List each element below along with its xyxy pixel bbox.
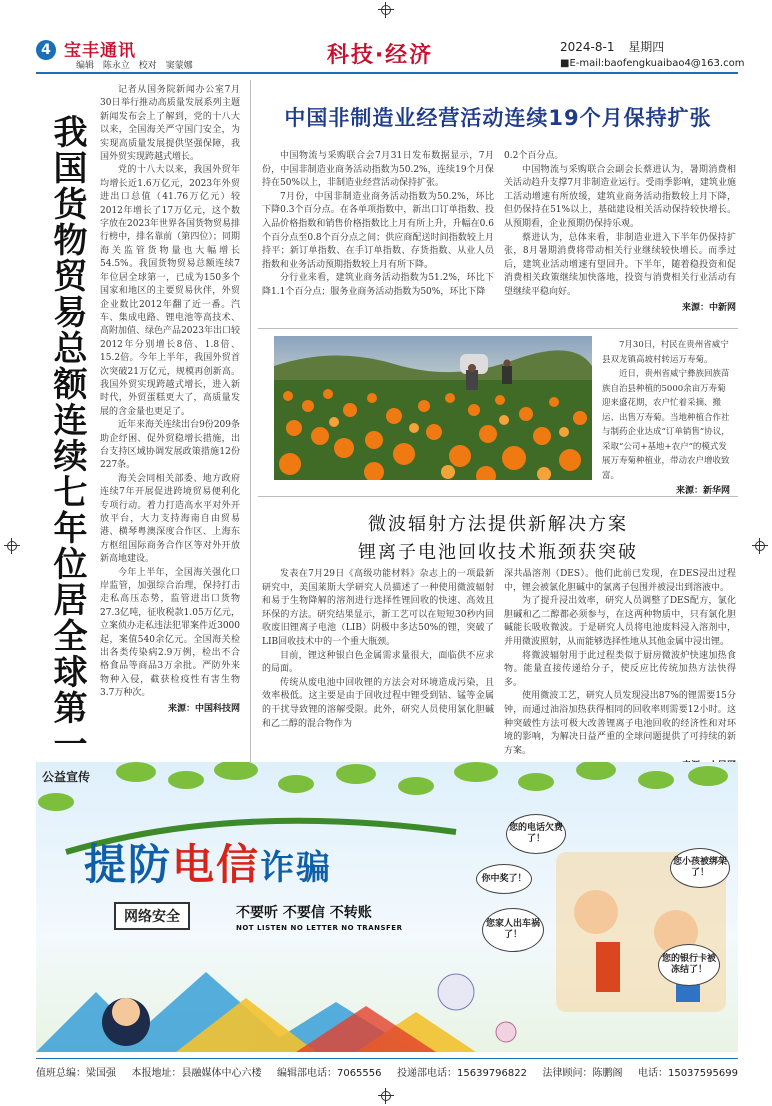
- bottom-article-title: 微波辐射方法提供新解决方案: [368, 514, 628, 535]
- article-source: 来源：中国科技网: [167, 703, 240, 714]
- paragraph: 中国物流与采购联合会副会长蔡进认为，暑期消费相关活动趋升支撑7月非制造业运行。受雨季影响，建筑业施工活动增速有所放缓，建筑业商务活动指数较上月下降，但仍保持在51%以上，基础建设相关活动保持较快增长。从预期看，企业预期仍保持乐观。: [504, 164, 736, 229]
- registration-mark: [378, 1088, 394, 1104]
- paragraph: 中国物流与采购联合会7月31日发布数据显示，7月份，中国非制造业商务活动指数为50.2%，连续19个月保持在50%以上，非制造业经营活动保持扩张。: [262, 151, 494, 189]
- footer-legal-advisor: 法律顾问：陈鹏阁: [542, 1068, 623, 1079]
- proofreader-label: 校对: [138, 61, 157, 71]
- footer-editor-in-charge: 值班总编：梁国强: [36, 1068, 116, 1079]
- paragraph: 分行业来看，建筑业商务活动指数为51.2%，环比下降1.1个百分点；服务业商务活动指数为50%，环比下降: [262, 273, 494, 297]
- date-value: 2024-8-1: [560, 40, 615, 54]
- issue-date: [560, 38, 664, 55]
- public-service-ad: [36, 762, 738, 1052]
- weekday: 星期四: [628, 40, 665, 54]
- marigold-field-photo: [274, 336, 592, 480]
- paragraph: 使用微波工艺，研究人员发现浸出87%的锂需要15分钟，而通过油浴加热获得相同的回收率则需要12小时。这种突破性方法可极大改善锂离子电池回收的经济性和对环境的影响，为解决日益严重的全球问题提供了可持续的新方案。: [504, 691, 736, 756]
- ad-title-prefix: 提防: [84, 840, 173, 889]
- contact-email: ■E-mail:baofengkuaibao4@163.com: [560, 58, 745, 69]
- left-article-headline: 我国货物贸易总额连续七年位居全球第一: [47, 114, 87, 762]
- speech-bubble: 您的银行卡被冻结了！: [658, 944, 720, 986]
- caption-paragraph: 近日，贵州省威宁彝族回族苗族自治县种植的5000余亩万寿菊迎来盛花期，农户忙着采摘、搬运、出售万寿菊。当地种植合作社与制药企业达成“订单销售”协议，采取“公司+基地+农户”的模式发展万寿菊种植业，带动农户增收致富。: [602, 369, 730, 481]
- bottom-article-subtitle: 锂离子电池回收技术瓶颈获突破: [358, 542, 638, 563]
- top-article-col2: [504, 150, 736, 313]
- article-source: 来源：中新网: [681, 302, 736, 313]
- section-divider: [258, 496, 738, 497]
- column-divider: [250, 80, 251, 768]
- speech-bubble: 您的电话欠费了！: [506, 814, 566, 854]
- photo-source: 来源：新华网: [675, 486, 730, 496]
- footer-address: 本报地址：县融媒体中心六楼: [131, 1068, 262, 1079]
- paragraph: 传统从废电池中回收锂的方法会对环境造成污染，且效率极低。这主要是由于回收过程中锂受到钴、锰等金属的干扰导致锂的溶解受限。此外，研究人员使用氯化胆碱和乙二醇的混合物作为: [262, 677, 494, 729]
- editor-name: 陈永立: [102, 61, 130, 71]
- network-safety-badge: 网络安全: [114, 902, 190, 930]
- paragraph: 党的十八大以来，我国外贸年均增长近1.6万亿元，2023年外贸进出口总值（41.76万亿元）较2012年增长了17万亿元，这个数字放在2023年世界各国货物贸易排行榜中，排名靠前（第四位）；同期海关监管货物量也大幅增长54.5%。我国货物贸易总额连续7年位居全球第一，已成为150多个国家和地区的主要贸易伙伴，外贸企业数比2012年翻了近一番。汽车、集成电路、锂电池等高技术、高附加值、绿色产品2023年出口较2012年分别增长8倍、1.8倍、15.2倍。今年上半年，我国外贸首次突破21万亿元，规模再创新高。我国外贸实现跨越式增长，进入新时代，外贸蛋糕更大了，高质量发展的含金量也更足了。: [100, 165, 240, 417]
- footer-info: [36, 1064, 738, 1079]
- paragraph: 7月份，中国非制造业商务活动指数为50.2%，环比下降0.3个百分点。在各单项指数中，新出口订单指数、投入品价格指数和销售价格指数比上月有所上升，升幅在0.6个百分点至0.8个百分点之间；供应商配送时间指数较上月持平；新订单指数、在手订单指数、存货指数、从业人员指数和业务活动预期指数较上月有所下降。: [262, 191, 494, 270]
- paragraph: 今年上半年，全国海关强化口岸监管，加强综合治理，保持打击走私高压态势，监管进出口货物27.3亿吨，征收税款1.05万亿元，立案侦办走私违法犯罪案件近3000起，案值540余亿元。全国海关检出各类传染病2.9万例，检出不合格食品等商品3万余批。严防外来物种入侵，截获检疫性有害生物3.7万种次。: [100, 567, 240, 699]
- header-rule: [36, 72, 738, 74]
- bottom-article-col1: [262, 568, 494, 731]
- paragraph: 发表在7月29日《高级功能材料》杂志上的一项最新研究中，美国莱斯大学研究人员描述了一种使用微波辐射和易于生物降解的溶剂进行选择性锂回收的快速、高效且环保的方法。研究结果显示，新工艺可以在短短30秒内回收废旧锂离子电池（LIB）阴极中多达50%的锂，突破了LIB回收技术中的一个重大瓶颈。: [262, 569, 494, 647]
- footer-phone: 电话：15037595699: [637, 1068, 738, 1079]
- paragraph: 将微波辐射用于此过程类似于厨房微波炉快速加热食物。能量直接传递给分子，使反应比传统加热方法快得多。: [504, 650, 736, 688]
- editor-label: 编辑: [76, 61, 95, 71]
- ad-title-suffix: 诈骗: [260, 848, 333, 888]
- paragraph: 深共晶溶剂（DES）。他们此前已发现，在DES浸出过程中，锂会被氯化胆碱中的氯离子包围并被浸出到溶液中。: [504, 569, 736, 593]
- paragraph: 目前，锂这种银白色金属需求量很大，面临供不应求的局面。: [262, 650, 494, 675]
- paragraph: 为了提升浸出效率，研究人员调整了DES配方，氯化胆碱和乙二醇都必须参与，在这两种物质中，只有氯化胆碱能长吸收微波。于是研究人员将电池废料浸入溶剂中，并用微波照射，从而能够选择性地从其他金属中浸出锂。: [504, 596, 736, 647]
- photo-caption: [602, 338, 730, 496]
- page-number: 4: [36, 40, 56, 60]
- speech-bubble: 你中奖了！: [476, 864, 532, 894]
- ad-label: 公益宣传: [42, 770, 91, 784]
- section-title: 科技·经济: [326, 43, 434, 68]
- footer-editorial-phone: 编辑部电话：7065556: [276, 1068, 382, 1079]
- footer-rule: [36, 1058, 738, 1059]
- section-divider: [258, 328, 738, 329]
- paragraph: 近年来海关连续出台9份209条助企纾困、促外贸稳增长措施，出台支持区域协调发展政策措施12份227条。: [100, 420, 240, 471]
- speech-bubble: 您小孩被绑架了！: [670, 848, 730, 888]
- editors-line: [76, 58, 199, 71]
- footer-delivery-phone: 投递部电话：15639796822: [397, 1068, 527, 1079]
- registration-mark: [378, 2, 394, 18]
- top-article-col1: [262, 150, 494, 300]
- proofreader-name: 窦蒙娜: [165, 61, 193, 71]
- photo-illustration: [274, 336, 592, 480]
- paragraph: 蔡进认为，总体来看，非制造业进入下半年仍保持扩张，8月暑期消费将带动相关行业继续较快增长。而季过后，建筑业活动增速有望回升。下半年，随着稳投资和促消费相关政策继续加快落地，投资与消费相关行业活动有望继续平稳向好。: [504, 232, 736, 297]
- paragraph: 海关会同相关部委、地方政府连续7年开展促进跨境贸易便利化专项行动。着力打造高水平对外开放平台，大力支持海南自由贸易港、横琴粤澳深度合作区、上海东方枢纽国际商务合作区等对外开放新高地建设。: [100, 473, 240, 565]
- paragraph: 0.2个百分点。: [504, 151, 564, 161]
- left-article-body: [100, 84, 240, 714]
- ad-slogan: 不要听 不要信 不转账: [236, 905, 372, 921]
- ad-slogan-english: NOT LISTEN NO LETTER NO TRANSFER: [236, 924, 403, 932]
- paragraph: 记者从国务院新闻办公室7月30日举行推动高质量发展系列主题新闻发布会上了解到，党的十八大以来，全国海关严守国门安全，为实现高质量发展提供坚强保障，我国外贸实现跨越式增长。: [100, 85, 240, 163]
- ad-title-main: 电信: [172, 840, 261, 889]
- registration-mark: [752, 538, 768, 554]
- speech-bubble: 您家人出车祸了！: [482, 908, 544, 952]
- bottom-article-col2: [504, 568, 736, 771]
- caption-paragraph: 7月30日，村民在贵州省威宁县双龙镇高坡村转运万寿菊。: [602, 340, 729, 365]
- registration-mark: [4, 538, 20, 554]
- paper-name: 宝丰通讯: [64, 41, 136, 61]
- top-article-title: 中国非制造业经营活动连续19个月保持扩张: [284, 106, 712, 130]
- ad-title: [84, 832, 332, 892]
